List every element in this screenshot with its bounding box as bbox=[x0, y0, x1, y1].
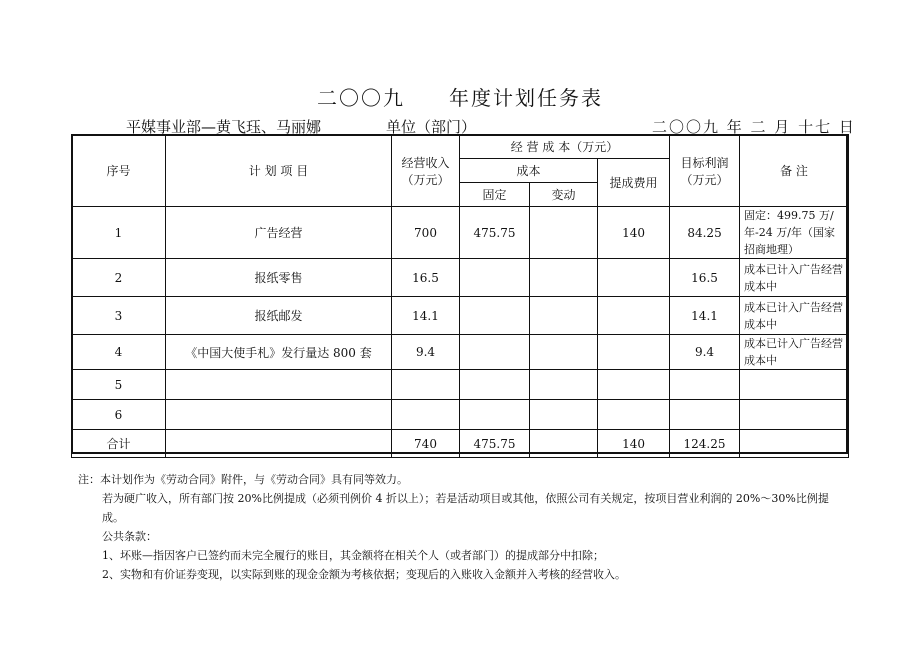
header-variable: 变动 bbox=[530, 183, 598, 207]
table-row bbox=[72, 297, 849, 335]
cell-revenue: 700 bbox=[392, 207, 460, 259]
unit-label: 单位（部门） bbox=[386, 118, 477, 136]
cell-item: 报纸邮发 bbox=[166, 297, 392, 335]
note-line: 注：本计划作为《劳动合同》附件，与《劳动合同》具有同等效力。 bbox=[78, 473, 408, 486]
cell-fixed bbox=[460, 370, 530, 400]
cell-remark bbox=[740, 400, 849, 430]
cell-seq: 4 bbox=[72, 335, 166, 370]
cell-variable bbox=[530, 297, 598, 335]
header-revenue: 经营收入（万元） bbox=[392, 135, 460, 207]
cell-commission: 140 bbox=[598, 207, 670, 259]
total-variable bbox=[530, 430, 598, 458]
cell-profit: 84.25 bbox=[670, 207, 740, 259]
total-revenue: 740 bbox=[392, 430, 460, 458]
header-commission: 提成费用 bbox=[598, 159, 670, 207]
cell-item: 《中国大使手札》发行量达 800 套 bbox=[166, 335, 392, 370]
cell-seq: 6 bbox=[72, 400, 166, 430]
header-cost-group: 经 营 成 本（万元） bbox=[460, 135, 670, 159]
cell-fixed bbox=[460, 259, 530, 297]
cell-fixed bbox=[460, 297, 530, 335]
cell-seq: 3 bbox=[72, 297, 166, 335]
cell-revenue bbox=[392, 370, 460, 400]
table-row bbox=[72, 259, 849, 297]
cell-item bbox=[166, 370, 392, 400]
table-row bbox=[72, 400, 849, 430]
date-label: 二〇〇九 年 二 月 十七 日 bbox=[652, 118, 856, 136]
header-item: 计 划 项 目 bbox=[166, 135, 392, 207]
cell-commission bbox=[598, 400, 670, 430]
cell-variable bbox=[530, 335, 598, 370]
cell-commission bbox=[598, 297, 670, 335]
title-text: 年度计划任务表 bbox=[449, 86, 603, 110]
cell-variable bbox=[530, 370, 598, 400]
cell-profit: 14.1 bbox=[670, 297, 740, 335]
cell-remark: 成本已计入广告经营成本中 bbox=[740, 259, 849, 297]
cell-commission bbox=[598, 335, 670, 370]
cell-profit: 9.4 bbox=[670, 335, 740, 370]
cell-item: 广告经营 bbox=[166, 207, 392, 259]
cell-profit bbox=[670, 400, 740, 430]
cell-seq: 5 bbox=[72, 370, 166, 400]
total-fixed: 475.75 bbox=[460, 430, 530, 458]
plan-table bbox=[71, 134, 849, 458]
cell-commission bbox=[598, 370, 670, 400]
total-profit: 124.25 bbox=[670, 430, 740, 458]
cell-remark bbox=[740, 370, 849, 400]
cell-revenue: 9.4 bbox=[392, 335, 460, 370]
total-remark bbox=[740, 430, 849, 458]
cell-revenue: 14.1 bbox=[392, 297, 460, 335]
note-line: 1、坏账—指因客户已签约而未完全履行的账目，其金额将在相关个人（或者部门）的提成部分中扣除； bbox=[102, 549, 604, 562]
cell-profit: 16.5 bbox=[670, 259, 740, 297]
cell-remark: 固定：499.75 万/年-24 万/年（国家招商地理） bbox=[740, 207, 849, 259]
header-profit: 目标利润（万元） bbox=[670, 135, 740, 207]
cell-profit bbox=[670, 370, 740, 400]
cell-remark: 成本已计入广告经营成本中 bbox=[740, 297, 849, 335]
page-title bbox=[0, 82, 920, 111]
header-cost: 成本 bbox=[460, 159, 598, 183]
total-commission: 140 bbox=[598, 430, 670, 458]
cell-variable bbox=[530, 207, 598, 259]
cell-seq: 1 bbox=[72, 207, 166, 259]
cell-revenue bbox=[392, 400, 460, 430]
note-line: 公共条款： bbox=[102, 530, 157, 543]
total-label: 合计 bbox=[72, 430, 166, 458]
total-item bbox=[166, 430, 392, 458]
notes-section bbox=[78, 470, 848, 584]
total-row bbox=[72, 430, 849, 458]
title-year: 二〇〇九 bbox=[317, 86, 405, 110]
table-row bbox=[72, 370, 849, 400]
header-fixed: 固定 bbox=[460, 183, 530, 207]
cell-variable bbox=[530, 259, 598, 297]
cell-seq: 2 bbox=[72, 259, 166, 297]
table-row bbox=[72, 207, 849, 259]
header-remarks: 备 注 bbox=[740, 135, 849, 207]
cell-item: 报纸零售 bbox=[166, 259, 392, 297]
cell-item bbox=[166, 400, 392, 430]
table-row bbox=[72, 335, 849, 370]
note-line: 2、实物和有价证券变现，以实际到账的现金金额为考核依据；变现后的入账收入金额并入考核的经营收入。 bbox=[102, 568, 626, 581]
cell-commission bbox=[598, 259, 670, 297]
department-label: 平媒事业部—黄飞珏、马丽娜 bbox=[126, 118, 322, 136]
note-line: 若为硬广收入，所有部门按 20%比例提成（必须刊例价 4 折以上）；若是活动项目或其他，依照公司有关规定，按项目营业利润的 20%～30%比例提成。 bbox=[102, 492, 829, 524]
header-seq: 序号 bbox=[72, 135, 166, 207]
cell-variable bbox=[530, 400, 598, 430]
cell-fixed bbox=[460, 400, 530, 430]
cell-fixed bbox=[460, 335, 530, 370]
cell-fixed: 475.75 bbox=[460, 207, 530, 259]
cell-remark: 成本已计入广告经营成本中 bbox=[740, 335, 849, 370]
cell-revenue: 16.5 bbox=[392, 259, 460, 297]
